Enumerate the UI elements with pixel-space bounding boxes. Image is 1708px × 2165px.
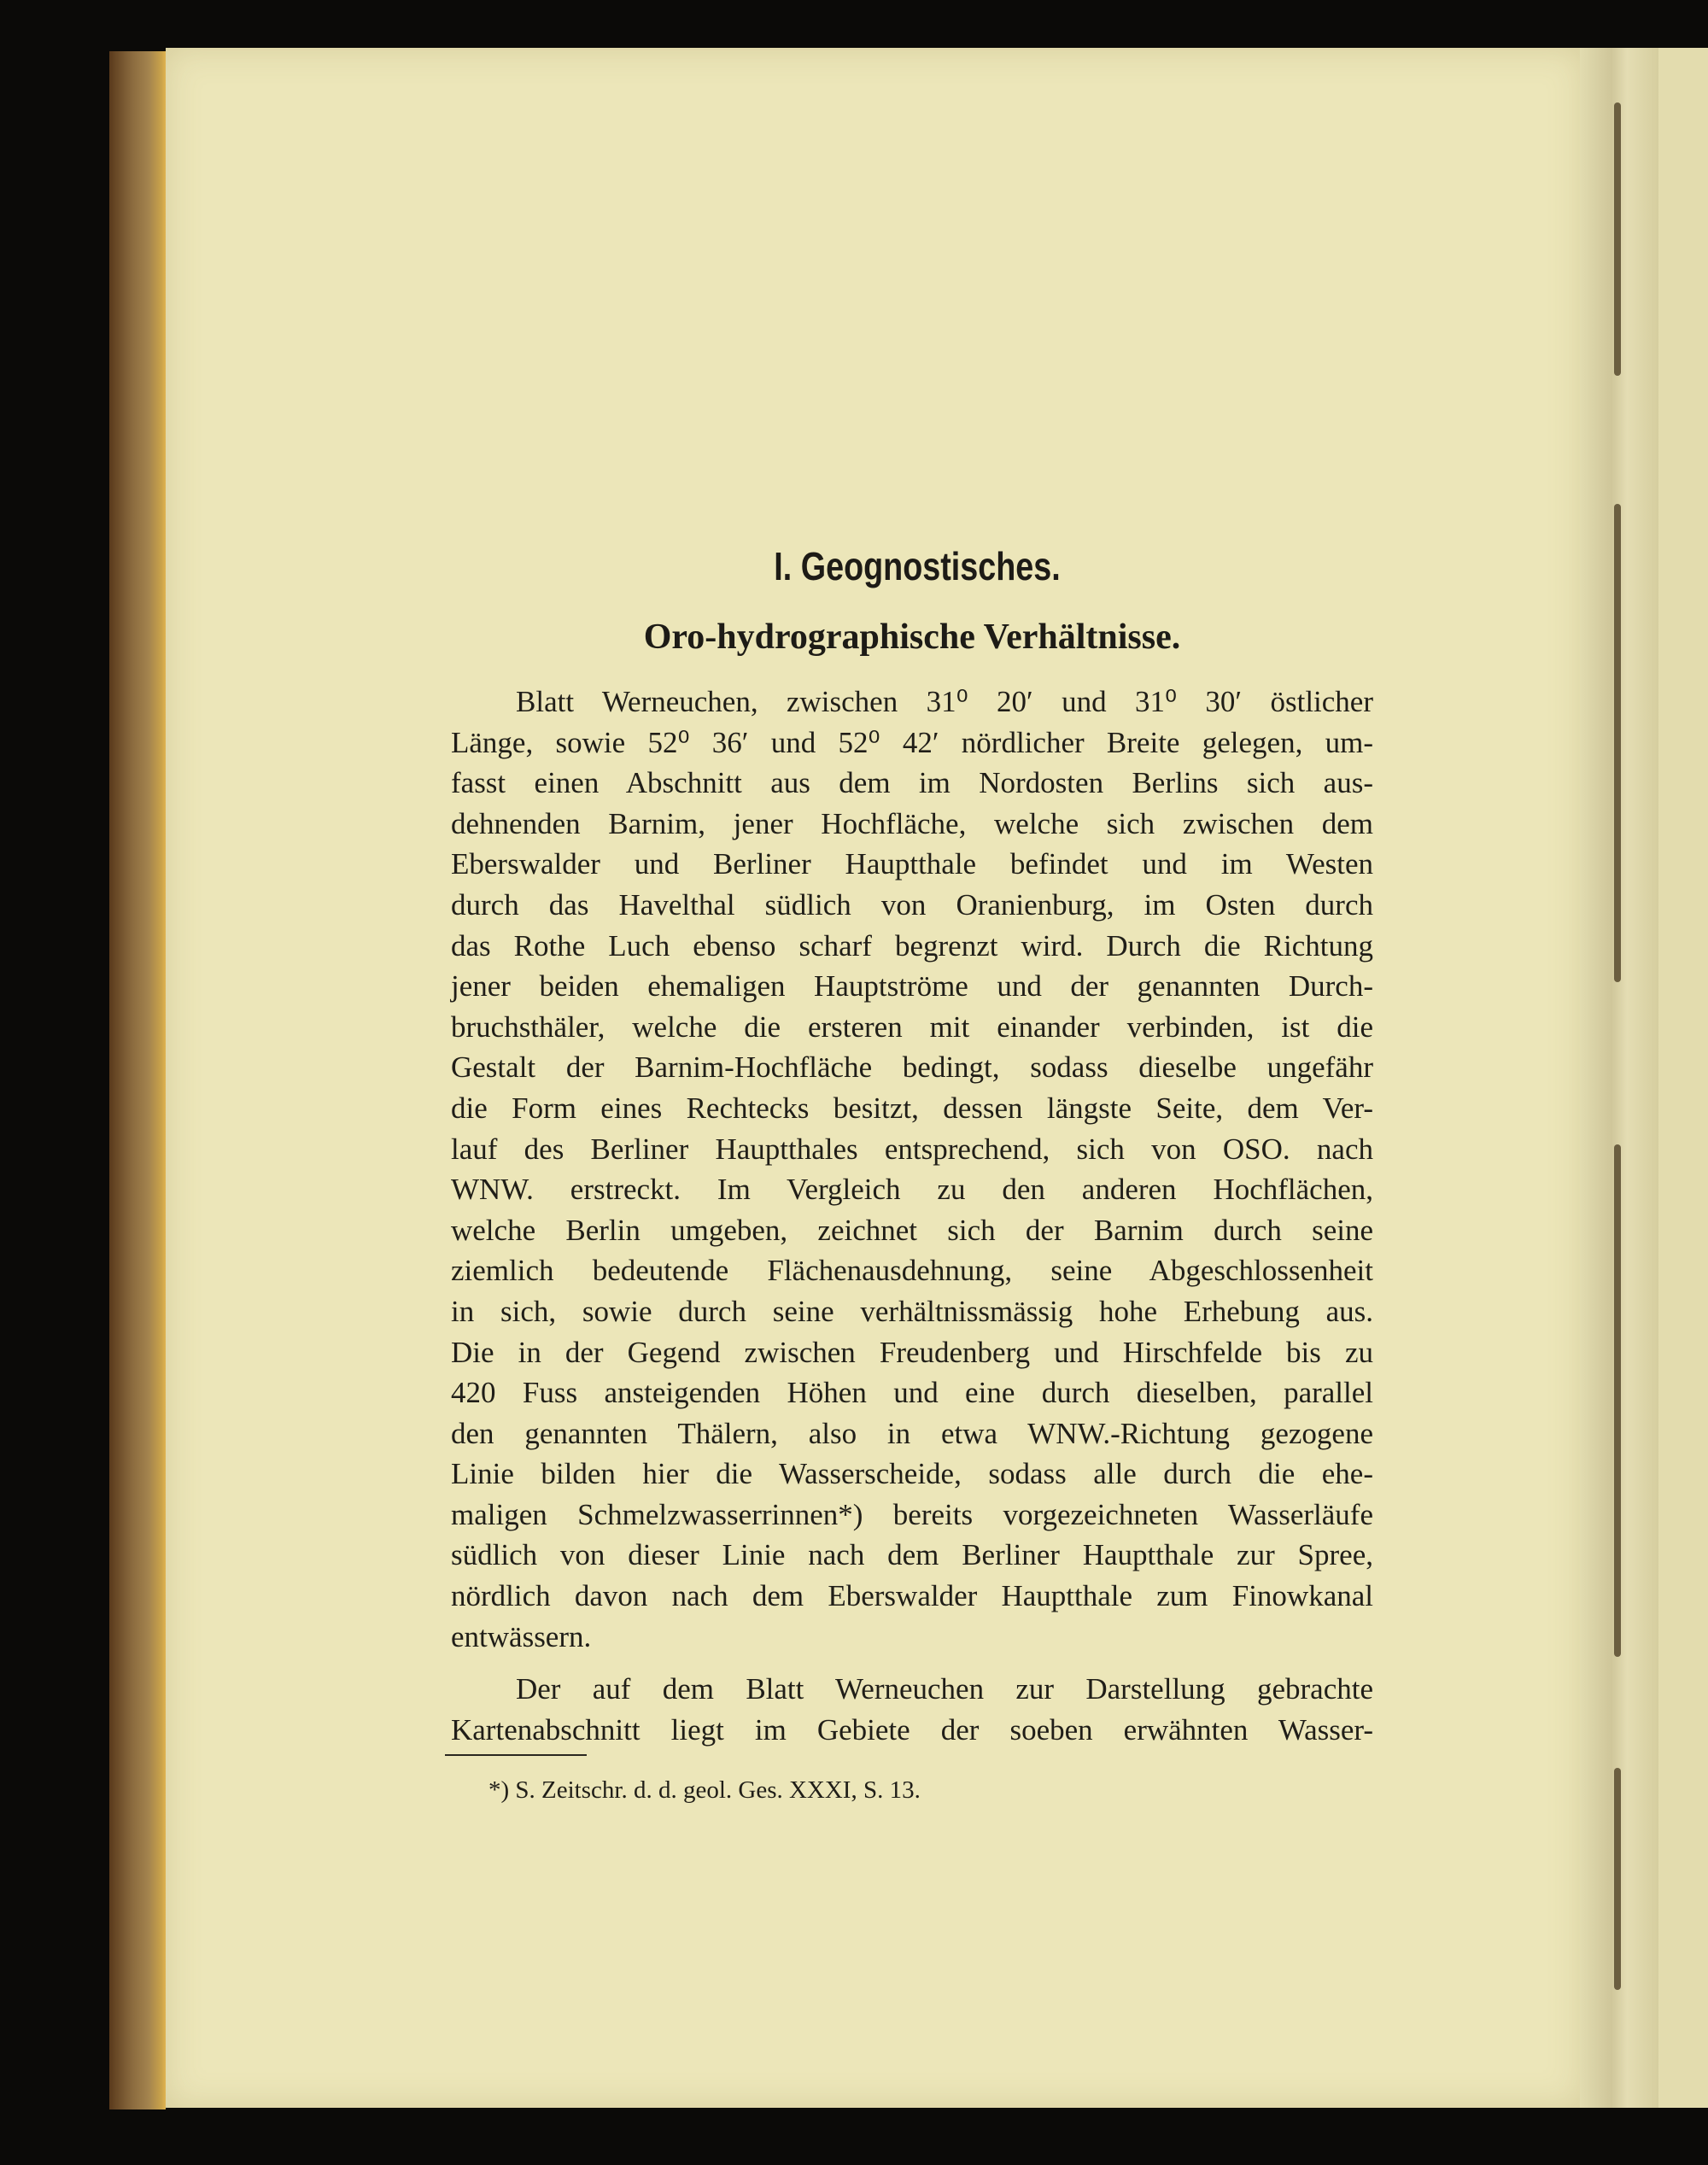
body-text — [451, 682, 1373, 1750]
book-spine-edge — [109, 51, 166, 2109]
footnote-rule — [445, 1754, 587, 1756]
subsection-heading: Oro-hydrographische Verhältnisse. — [643, 617, 1181, 657]
text-line: 420 Fuss ansteigenden Höhen und eine durch dieselben, parallel — [451, 1376, 1373, 1410]
text-line: die Form eines Rechtecks besitzt, dessen längste Seite, dem Ver- — [451, 1091, 1373, 1125]
text-line: dehnenden Barnim, jener Hochfläche, welche sich zwischen dem — [451, 806, 1373, 840]
text-line: welche Berlin umgeben, zeichnet sich der Barnim durch seine — [451, 1213, 1373, 1247]
adjacent-page-edge — [1658, 48, 1708, 2108]
text-line: jener beiden ehemaligen Hauptströme und der genannten Durch- — [451, 969, 1373, 1004]
text-line: das Rothe Luch ebenso scharf begrenzt wird. Durch die Richtung — [451, 928, 1373, 963]
text-line: Eberswalder und Berliner Hauptthale befindet und im Westen — [451, 847, 1373, 881]
text-line: ziemlich bedeutende Flächenausdehnung, seine Abgeschlossenheit — [451, 1254, 1373, 1288]
text-line: südlich von dieser Linie nach dem Berliner Hauptthale zur Spree, — [451, 1538, 1373, 1572]
text-line: den genannten Thälern, also in etwa WNW.-Richtung gezogene — [451, 1416, 1373, 1450]
text-line: Die in der Gegend zwischen Freudenberg und Hirschfelde bis zu — [451, 1335, 1373, 1369]
text-line: lauf des Berliner Hauptthales entsprechend, sich von OSO. nach — [451, 1132, 1373, 1166]
text-line: Länge, sowie 52⁰ 36′ und 52⁰ 42′ nördlicher Breite gelegen, um- — [451, 725, 1373, 759]
text-line: bruchsthäler, welche die ersteren mit einander verbinden, ist die — [451, 1009, 1373, 1044]
text-line: Der auf dem Blatt Werneuchen zur Darstellung gebrachte — [516, 1672, 1373, 1706]
binding-thread — [1614, 102, 1621, 376]
text-line: Kartenabschnitt liegt im Gebiete der soeben erwähnten Wasser- — [451, 1712, 1373, 1747]
binding-thread — [1614, 1144, 1621, 1657]
text-line: fasst einen Abschnitt aus dem im Nordosten Berlins sich aus- — [451, 766, 1373, 800]
footnote: *) S. Zeitschr. d. d. geol. Ges. XXXI, S. 13. — [488, 1776, 921, 1804]
text-line: Gestalt der Barnim-Hochfläche bedingt, sodass dieselbe ungefähr — [451, 1050, 1373, 1085]
text-line: WNW. erstreckt. Im Vergleich zu den anderen Hochflächen, — [451, 1173, 1373, 1207]
text-line: entwässern. — [451, 1619, 592, 1653]
text-line: maligen Schmelzwasserrinnen*) bereits vorgezeichneten Wasserläufe — [451, 1497, 1373, 1531]
binding-thread — [1614, 504, 1621, 982]
text-line: Blatt Werneuchen, zwischen 31⁰ 20′ und 31⁰ 30′ östlicher — [516, 685, 1373, 718]
text-line: durch das Havelthal südlich von Oranienburg, im Osten durch — [451, 887, 1373, 922]
binding-thread — [1614, 1768, 1621, 1990]
text-line: Linie bilden hier die Wasserscheide, sodass alle durch die ehe- — [451, 1457, 1373, 1491]
text-line: nördlich davon nach dem Eberswalder Hauptthale zum Finowkanal — [451, 1579, 1373, 1613]
text-line: in sich, sowie durch seine verhältnissmässig hohe Erhebung aus. — [451, 1294, 1373, 1328]
section-heading: I. Geognostisches. — [774, 544, 1061, 588]
